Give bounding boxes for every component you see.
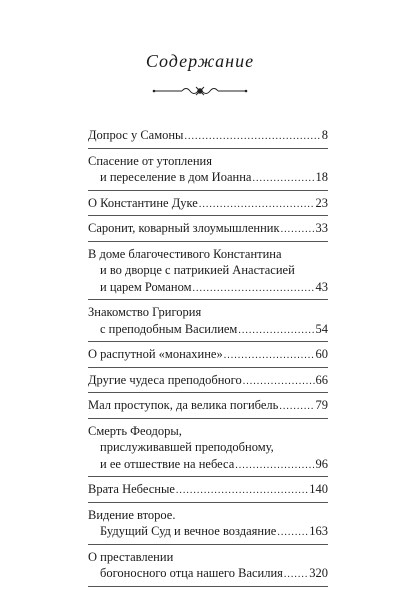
- toc-page-number: 23: [315, 195, 328, 210]
- dot-leader: [281, 222, 315, 239]
- dot-leader: [238, 323, 314, 340]
- toc-entry-line: [88, 153, 328, 170]
- toc-entry-line: [88, 372, 328, 391]
- dot-leader: [199, 197, 315, 214]
- toc-entry-title: О распутной «монахине»: [88, 347, 223, 361]
- toc-entry-line: [88, 127, 328, 146]
- toc-entry-title: О преставлении: [88, 549, 174, 564]
- toc-entry[interactable]: [88, 346, 328, 368]
- toc-page-number: 96: [315, 456, 328, 471]
- toc-entry-line: [88, 304, 328, 321]
- toc-entry-line: [88, 169, 328, 188]
- toc-entry-title: Саронит, коварный злоумышленник: [88, 221, 280, 235]
- decorative-divider-ornament: [152, 84, 248, 98]
- toc-page-number: 163: [309, 524, 328, 538]
- toc-entry-title: с преподобным Василием: [100, 321, 238, 336]
- toc-page-number: 8: [321, 128, 328, 142]
- toc-page-number: 320: [309, 566, 328, 580]
- toc-entry-title: Будущий Суд и вечное воздаяние: [100, 524, 277, 538]
- toc-entry-line: [88, 262, 328, 279]
- dot-leader: [176, 483, 308, 500]
- toc-entry[interactable]: [88, 220, 328, 242]
- toc-page-number: 43: [315, 279, 328, 294]
- toc-entry-title: Врата Небесные: [88, 482, 175, 496]
- dot-leader: [277, 525, 308, 542]
- toc-entry-line: [88, 246, 328, 263]
- toc-entry-line: [88, 220, 328, 239]
- toc-entry-title: Другие чудеса преподобного: [88, 372, 242, 387]
- toc-entry-title: и ее отшествие на небеса: [100, 456, 235, 471]
- dot-leader: [284, 567, 308, 584]
- toc-entry-title: Допрос у Самоны: [88, 128, 184, 142]
- toc-page-number: 18: [315, 170, 328, 184]
- toc-entry-title: Смерть Феодоры,: [88, 423, 182, 438]
- toc-page-number: 33: [315, 221, 328, 235]
- toc-entry-line: [88, 456, 328, 475]
- toc-entry-title: и царем Романом: [100, 279, 192, 294]
- toc-entry-title: Видение второе.: [88, 507, 176, 522]
- toc-entry-title: и во дворце с патрикией Анастасией: [100, 263, 295, 277]
- toc-entry-line: [88, 346, 328, 365]
- toc-entry[interactable]: [88, 507, 328, 545]
- toc-entry-title: прислуживавшей преподобному,: [100, 440, 274, 454]
- toc-entry[interactable]: [88, 304, 328, 342]
- dot-leader: [193, 281, 315, 298]
- toc-entry-line: [88, 549, 328, 566]
- toc-entry-line: [88, 279, 328, 298]
- toc-entry[interactable]: [88, 127, 328, 149]
- toc-entry[interactable]: [88, 481, 328, 503]
- dot-leader: [279, 399, 314, 416]
- toc-entry-line: [88, 523, 328, 542]
- toc-entry-line: [88, 321, 328, 340]
- toc-entry[interactable]: [88, 153, 328, 191]
- toc-entry[interactable]: [88, 246, 328, 301]
- toc-entry-title: Мал проступок, да велика погибель: [88, 398, 279, 412]
- dot-leader: [243, 374, 315, 391]
- toc-entry-line: [88, 423, 328, 440]
- toc-page-number: 140: [309, 482, 328, 496]
- toc-entry-line: [88, 565, 328, 584]
- toc-page-number: 66: [315, 372, 328, 387]
- toc-entry-title: Спасение от утопления: [88, 153, 212, 168]
- dot-leader: [224, 348, 315, 365]
- page-title: Содержание: [145, 51, 255, 71]
- toc-entry-title: богоносного отца нашего Василия: [100, 566, 283, 580]
- toc-entry-title: В доме благочестивого Константина: [88, 246, 282, 261]
- dot-leader: [235, 458, 314, 475]
- toc-entry[interactable]: [88, 423, 328, 478]
- toc-entry-title: О Константине Дуке: [88, 195, 198, 210]
- toc-entry-line: [88, 195, 328, 214]
- toc-page-number: 79: [315, 398, 328, 412]
- toc-entry-title: Знакомство Григория: [88, 305, 202, 319]
- toc-entry-line: [88, 481, 328, 500]
- toc-page-number: 60: [315, 347, 328, 361]
- toc-entry-title: и переселение в дом Иоанна: [100, 170, 252, 184]
- toc-page-number: 54: [315, 321, 328, 336]
- toc-entry[interactable]: [88, 372, 328, 394]
- dot-leader: [252, 171, 314, 188]
- toc-entry[interactable]: [88, 195, 328, 217]
- toc-entry-line: [88, 439, 328, 456]
- dot-leader: [184, 129, 320, 146]
- toc-entry[interactable]: [88, 397, 328, 419]
- toc-entry-line: [88, 397, 328, 416]
- table-of-contents: [88, 127, 328, 591]
- toc-entry-line: [88, 507, 328, 524]
- toc-entry[interactable]: [88, 549, 328, 587]
